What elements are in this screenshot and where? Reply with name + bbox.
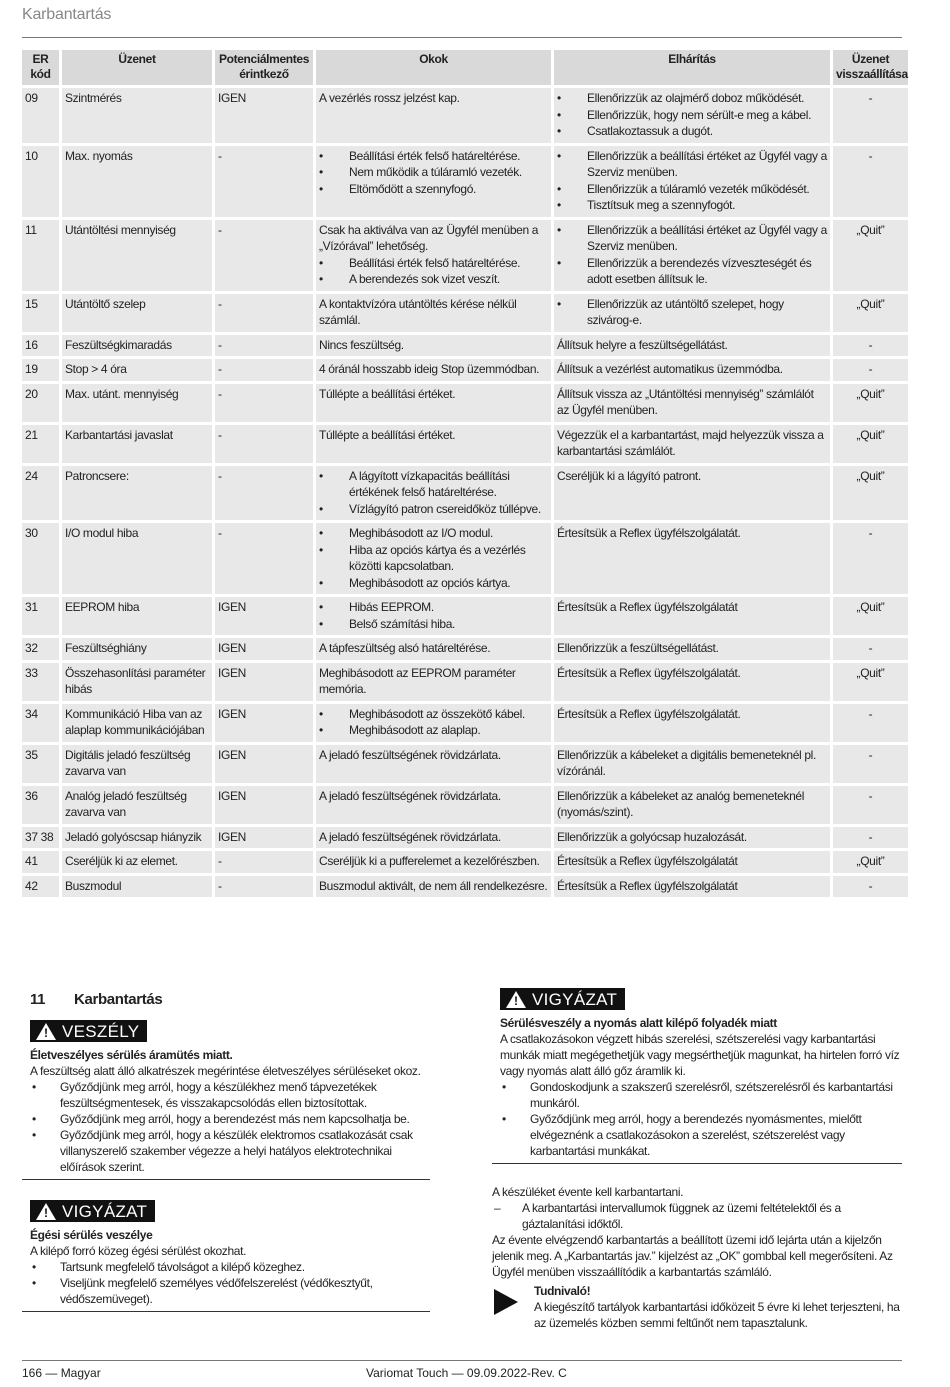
list-item: • Csatlakoztassuk a dugót.: [557, 123, 827, 140]
fix-text: Értesítsük a Reflex ügyfélszolgálatát: [557, 878, 738, 893]
causes-list: [319, 525, 548, 591]
cell-fix: [554, 745, 830, 783]
table-row: [22, 786, 908, 824]
cell-reset: -: [833, 88, 908, 143]
list-item: • Győződjünk meg arról, hogy a készülékhez menő tápvezetékek feszültségmentesek, és visszakapcsolódás ellen biztosítottak.: [30, 1079, 430, 1111]
causes-text: Cseréljük ki a pufferelemet a kezelőrészben.: [319, 854, 540, 868]
note-text: A kiegészítő tartályok karbantartási időközeit 5 évre ki lehet terjeszteni, ha az üzemelés közben semmi feltűnőt nem tapasztalunk.: [534, 1300, 900, 1330]
cell-contact: IGEN: [215, 704, 313, 742]
cell-causes: [316, 663, 551, 701]
cell-contact: -: [215, 851, 313, 873]
fix-text: Értesítsük a Reflex ügyfélszolgálatát.: [557, 706, 741, 721]
table-row: [22, 146, 908, 217]
causes-text: A tápfeszültség alsó határeltérése.: [319, 641, 491, 655]
cell-reset: „Quit”: [833, 294, 908, 332]
cell-message: Utántöltési mennyiség: [62, 220, 212, 291]
cell-reset: -: [833, 359, 908, 381]
cell-code: 30: [22, 523, 59, 594]
list-item: • Gondoskodjunk a szakszerű szerelésről, szétszerelésről és karbantartási munkáról.: [500, 1079, 902, 1111]
fix-list: [557, 296, 827, 329]
cell-code: 16: [22, 335, 59, 357]
danger-tag: [30, 1020, 147, 1042]
cell-message: Jeladó golyóscsap hiányzik: [62, 827, 212, 849]
fix-text: Értesítsük a Reflex ügyfélszolgálatát: [557, 600, 738, 614]
fix-list: [557, 222, 827, 288]
list-item: • Ellenőrizzük a túláramló vezeték működését.: [557, 181, 827, 198]
cell-code: 19: [22, 359, 59, 381]
caution-burn-title: Égési sérülés veszélye: [30, 1228, 153, 1242]
left-column: [30, 990, 430, 1324]
cell-causes: [316, 220, 551, 291]
cell-fix: [554, 523, 830, 594]
cell-fix: [554, 220, 830, 291]
list-item: • Meghibásodott az opciós kártya.: [319, 575, 548, 592]
header-fix: Elhárítás: [554, 50, 830, 85]
error-table: [19, 47, 911, 900]
cell-contact: IGEN: [215, 663, 313, 701]
cell-reset: „Quit”: [833, 597, 908, 635]
cell-message: Max. utánt. mennyiség: [62, 384, 212, 422]
cell-reset: -: [833, 876, 908, 898]
cell-contact: -: [215, 876, 313, 898]
cell-reset: -: [833, 704, 908, 742]
warning-triangle-icon: [36, 1023, 56, 1040]
cell-contact: -: [215, 335, 313, 357]
cell-causes: [316, 359, 551, 381]
list-item: • Ellenőrizzük a berendezés vízveszteségét és adott esetben állítsuk le.: [557, 255, 827, 288]
cell-causes: [316, 745, 551, 783]
causes-list: [319, 468, 548, 518]
cell-reset: -: [833, 745, 908, 783]
fix-text: Értesítsük a Reflex ügyfélszolgálatát: [557, 854, 738, 868]
table-row: [22, 88, 908, 143]
list-item: • Meghibásodott az I/O modul.: [319, 525, 548, 542]
cell-causes: [316, 88, 551, 143]
list-item: • Beállítási érték felső határeltérése.: [319, 255, 548, 272]
cell-message: Kommunikáció Hiba van az alaplap kommunikációjában: [62, 704, 212, 742]
cell-code: 33: [22, 663, 59, 701]
cell-reset: „Quit”: [833, 220, 908, 291]
cell-contact: -: [215, 523, 313, 594]
cell-fix: [554, 466, 830, 521]
cell-code: 41: [22, 851, 59, 873]
table-row: [22, 466, 908, 521]
cell-message: Max. nyomás: [62, 146, 212, 217]
fix-text: Állítsuk helyre a feszültségellátást.: [557, 337, 728, 352]
fix-text: Értesítsük a Reflex ügyfélszolgálatát.: [557, 526, 741, 540]
table-row: [22, 851, 908, 873]
header-contact: Potenciálmentes érintkező: [215, 50, 313, 85]
table-row: [22, 704, 908, 742]
causes-text: Túllépte a beállítási értéket.: [319, 386, 456, 401]
cell-message: Patroncsere:: [62, 466, 212, 521]
causes-text: A kontaktvízóra utántöltés kérése nélkül számlál.: [319, 296, 517, 327]
list-item: • Vízlágyító patron csereidőköz túllépve.: [319, 501, 548, 518]
cell-fix: [554, 876, 830, 898]
cell-contact: -: [215, 466, 313, 521]
list-item: • A lágyított vízkapacitás beállítási értékének felső határeltérése.: [319, 468, 548, 501]
cell-message: Buszmodul: [62, 876, 212, 898]
section-title: Karbantartás: [74, 991, 163, 1008]
cell-code: 37 38: [22, 827, 59, 849]
maintenance-paragraph: A készüléket évente kell karbantartani.: [492, 1185, 684, 1199]
causes-text: A jeladó feszültségének rövidzárlata.: [319, 829, 501, 844]
danger-title: Életveszélyes sérülés áramütés miatt.: [30, 1048, 233, 1062]
list-item: • Tartsunk megfelelő távolságot a kilépő közeghez.: [30, 1259, 430, 1275]
list-item: • A berendezés sok vizet veszít.: [319, 271, 548, 288]
cell-reset: -: [833, 638, 908, 660]
note-title: Tudnivaló!: [534, 1284, 591, 1298]
caution-pressure-list: [500, 1079, 902, 1159]
warning-triangle-icon: [506, 991, 526, 1008]
cell-causes: [316, 876, 551, 898]
cell-message: Feszültségkimaradás: [62, 335, 212, 357]
fix-text: Ellenőrizzük a golyócsap huzalozását.: [557, 829, 747, 844]
causes-text: Nincs feszültség.: [319, 337, 404, 352]
table-row: [22, 827, 908, 849]
list-item: • Hibás EEPROM.: [319, 599, 548, 616]
cell-fix: [554, 851, 830, 873]
cell-fix: [554, 704, 830, 742]
cell-reset: „Quit”: [833, 384, 908, 422]
list-item: • Ellenőrizzük a beállítási értéket az Ügyfél vagy a Szerviz menüben.: [557, 148, 827, 181]
cell-contact: IGEN: [215, 88, 313, 143]
fix-list: [557, 148, 827, 214]
list-item: • Meghibásodott az összekötő kábel.: [319, 706, 548, 723]
cell-causes: [316, 466, 551, 521]
cell-fix: [554, 786, 830, 824]
cell-message: Stop > 4 óra: [62, 359, 212, 381]
table-row: [22, 876, 908, 898]
cell-reset: -: [833, 523, 908, 594]
cell-reset: -: [833, 146, 908, 217]
header-rule: [22, 37, 902, 38]
cell-fix: [554, 146, 830, 217]
cell-causes: [316, 851, 551, 873]
caution-pressure-intro: A csatlakozásokon végzett hibás szerelési, szétszerelési vagy karbantartási munkák miatt megégethetjük vagy megsérthetjük magunkat, ha hirtelen forró víz vagy nyomás alatt álló gőz áramlik ki.: [500, 1032, 900, 1078]
fix-text: Értesítsük a Reflex ügyfélszolgálatát.: [557, 665, 741, 680]
cell-fix: [554, 827, 830, 849]
cell-message: EEPROM hiba: [62, 597, 212, 635]
cell-fix: [554, 597, 830, 635]
section-heading: [30, 992, 430, 1008]
causes-text: A vezérlés rossz jelzést kap.: [319, 91, 460, 105]
footer-page: 166 — Magyar: [22, 1366, 101, 1380]
cell-causes: [316, 425, 551, 463]
cell-code: 34: [22, 704, 59, 742]
cell-message: Digitális jeladó feszültség zavarva van: [62, 745, 212, 783]
cell-causes: [316, 704, 551, 742]
cell-fix: [554, 384, 830, 422]
list-item: • Beállítási érték felső határeltérése.: [319, 148, 548, 165]
cell-causes: [316, 146, 551, 217]
section-number: 11: [30, 991, 46, 1008]
list-item: • Belső számítási hiba.: [319, 616, 548, 633]
cell-fix: [554, 88, 830, 143]
cell-fix: [554, 335, 830, 357]
table-header-row: [22, 50, 908, 85]
list-item: • Eltömődött a szennyfogó.: [319, 181, 548, 198]
list-item: • Ellenőrizzük a beállítási értéket az Ügyfél vagy a Szerviz menüben.: [557, 222, 827, 255]
header-causes: Okok: [316, 50, 551, 85]
cell-code: 36: [22, 786, 59, 824]
fix-text: Ellenőrizzük a kábeleket a digitális bemeneteknél pl. vízóránál.: [557, 747, 816, 778]
fix-text: Cseréljük ki a lágyító patront.: [557, 468, 701, 483]
list-item: • Hiba az opciós kártya és a vezérlés közötti kapcsolatban.: [319, 542, 548, 575]
table-row: [22, 335, 908, 357]
cell-contact: IGEN: [215, 745, 313, 783]
cell-message: Utántöltő szelep: [62, 294, 212, 332]
cell-message: Feszültséghiány: [62, 638, 212, 660]
danger-box: [22, 1020, 430, 1180]
cell-contact: IGEN: [215, 786, 313, 824]
cell-causes: [316, 523, 551, 594]
cell-code: 32: [22, 638, 59, 660]
fix-text: Végezzük el a karbantartást, majd helyezzük vissza a karbantartási számlálót.: [557, 427, 824, 458]
table-row: [22, 425, 908, 463]
cell-code: 31: [22, 597, 59, 635]
table-row: [22, 359, 908, 381]
header-message: Üzenet: [62, 50, 212, 85]
cell-message: I/O modul hiba: [62, 523, 212, 594]
cell-message: Szintmérés: [62, 88, 212, 143]
cell-causes: [316, 335, 551, 357]
list-item: • Meghibásodott az alaplap.: [319, 722, 548, 739]
cell-code: 35: [22, 745, 59, 783]
footer-rule: [22, 1360, 902, 1361]
caution-burn-box: [22, 1200, 430, 1312]
cell-code: 09: [22, 88, 59, 143]
table-row: [22, 638, 908, 660]
header-reset: Üzenet visszaállítása: [833, 50, 908, 85]
cell-causes: [316, 827, 551, 849]
causes-text: A jeladó feszültségének rövidzárlata.: [319, 747, 501, 762]
list-item: • Ellenőrizzük az olajmérő doboz működését.: [557, 90, 827, 107]
cell-code: 15: [22, 294, 59, 332]
fix-text: Ellenőrizzük a kábeleket az analóg bemeneteknél (nyomás/szint).: [557, 788, 805, 819]
table-row: [22, 663, 908, 701]
list-item: • Ellenőrizzük, hogy nem sérült-e meg a kábel.: [557, 107, 827, 124]
note-arrow-icon: [494, 1289, 518, 1315]
causes-list: [319, 599, 548, 632]
cell-fix: [554, 663, 830, 701]
table-row: [22, 384, 908, 422]
caution-tag: [500, 988, 625, 1010]
cell-contact: -: [215, 425, 313, 463]
cell-causes: [316, 597, 551, 635]
cell-reset: -: [833, 827, 908, 849]
caution-pressure-box: [492, 988, 902, 1164]
cell-causes: [316, 384, 551, 422]
causes-text: Csak ha aktiválva van az Ügyfél menüben a „Vízórával” lehetőség.: [319, 222, 539, 253]
cell-fix: [554, 425, 830, 463]
danger-tag-label: VESZÉLY: [62, 1021, 140, 1041]
maintenance-dash-list: [492, 1200, 902, 1232]
cell-causes: [316, 786, 551, 824]
table-row: [22, 220, 908, 291]
causes-list: [319, 255, 548, 288]
list-item: • Nem működik a túláramló vezeték.: [319, 164, 548, 181]
cell-fix: [554, 638, 830, 660]
header-er-code: ER kód: [22, 50, 59, 85]
right-column: [492, 988, 902, 1331]
cell-contact: -: [215, 146, 313, 217]
cell-contact: -: [215, 220, 313, 291]
warning-triangle-icon: [36, 1203, 56, 1220]
list-item: • Győződjünk meg arról, hogy a berendezés nyomásmentes, mielőtt elvégeznénk a csatlakozásokon a szerelést, szétszerelést vagy karbantartási munkákat.: [500, 1111, 902, 1159]
causes-text: Túllépte a beállítási értéket.: [319, 427, 456, 442]
cell-code: 10: [22, 146, 59, 217]
cell-code: 11: [22, 220, 59, 291]
caution-burn-list: [30, 1259, 430, 1307]
causes-text: Meghibásodott az EEPROM paraméter memória.: [319, 665, 516, 696]
footer-doc: Variomat Touch — 09.09.2022-Rev. C: [366, 1366, 567, 1380]
cell-contact: -: [215, 294, 313, 332]
table-row: [22, 745, 908, 783]
cell-code: 21: [22, 425, 59, 463]
causes-list: [319, 148, 548, 198]
cell-fix: [554, 294, 830, 332]
causes-list: [319, 706, 548, 739]
caution-tag-label: VIGYÁZAT: [532, 989, 618, 1009]
fix-text: Állítsuk vissza az „Utántöltési mennyiség” számlálót az Ügyfél menüben.: [557, 386, 814, 417]
cell-reset: -: [833, 335, 908, 357]
cell-reset: „Quit”: [833, 663, 908, 701]
cell-reset: „Quit”: [833, 851, 908, 873]
caution-tag-label: VIGYÁZAT: [62, 1201, 148, 1221]
cell-contact: -: [215, 359, 313, 381]
fix-list: [557, 90, 827, 140]
danger-intro: A feszültség alatt álló alkatrészek megérintése életveszélyes sérüléseket okoz.: [30, 1064, 421, 1078]
cell-reset: „Quit”: [833, 425, 908, 463]
cell-message: Analóg jeladó feszültség zavarva van: [62, 786, 212, 824]
caution-pressure-title: Sérülésveszély a nyomás alatt kilépő folyadék miatt: [500, 1016, 777, 1030]
cell-fix: [554, 359, 830, 381]
cell-causes: [316, 294, 551, 332]
cell-message: Cseréljük ki az elemet.: [62, 851, 212, 873]
cell-code: 42: [22, 876, 59, 898]
danger-list: [30, 1079, 430, 1175]
cell-reset: „Quit”: [833, 466, 908, 521]
cell-code: 24: [22, 466, 59, 521]
table-row: [22, 294, 908, 332]
table-row: [22, 597, 908, 635]
caution-tag: [30, 1200, 155, 1222]
list-item: • Viseljünk megfelelő személyes védőfelszerelést (védőkesztyűt, védőszemüveget).: [30, 1275, 430, 1307]
cell-code: 20: [22, 384, 59, 422]
cell-message: Összehasonlítási paraméter hibás: [62, 663, 212, 701]
list-item: • Győződjünk meg arról, hogy a készülék elektromos csatlakozását csak villanyszerelő szakember végezze a helyi hatályos elektrotechnikai előírások szerint.: [30, 1127, 430, 1175]
running-header: Karbantartás: [22, 6, 112, 23]
causes-text: Buszmodul aktivált, de nem áll rendelkezésre.: [319, 878, 548, 893]
fix-text: Állítsuk a vezérlést automatikus üzemmódba.: [557, 362, 783, 376]
list-item: • Ellenőrizzük az utántöltő szelepet, hogy szivárog-e.: [557, 296, 827, 329]
list-item: • Tisztítsuk meg a szennyfogót.: [557, 197, 827, 214]
causes-text: 4 óránál hosszabb ideig Stop üzemmódban.: [319, 362, 540, 376]
cell-reset: -: [833, 786, 908, 824]
fix-text: Ellenőrizzük a feszültségellátást.: [557, 641, 719, 655]
cell-contact: IGEN: [215, 638, 313, 660]
list-item: • Győződjünk meg arról, hogy a berendezést más nem kapcsolhatja be.: [30, 1111, 430, 1127]
cell-message: Karbantartási javaslat: [62, 425, 212, 463]
cell-causes: [316, 638, 551, 660]
causes-text: A jeladó feszültségének rövidzárlata.: [319, 788, 501, 803]
table-row: [22, 523, 908, 594]
caution-burn-intro: A kilépő forró közeg égési sérülést okozhat.: [30, 1244, 247, 1258]
note-box: [492, 1283, 902, 1331]
maintenance-paragraph-2: Az évente elvégzendő karbantartás a beállított üzemi idő lejárta után a kijelzőn jelenik meg. A „Karbantartás jav.” kijelzést az „OK” gombbal kell megerősíteni. Az Ügyfél menüben visszaállítódik a karbantartás számláló.: [492, 1233, 893, 1279]
cell-contact: -: [215, 384, 313, 422]
cell-contact: IGEN: [215, 827, 313, 849]
cell-contact: IGEN: [215, 597, 313, 635]
list-item: – A karbantartási intervallumok függnek az üzemi feltételektől és a gáztalanítási időktől.: [492, 1200, 902, 1232]
